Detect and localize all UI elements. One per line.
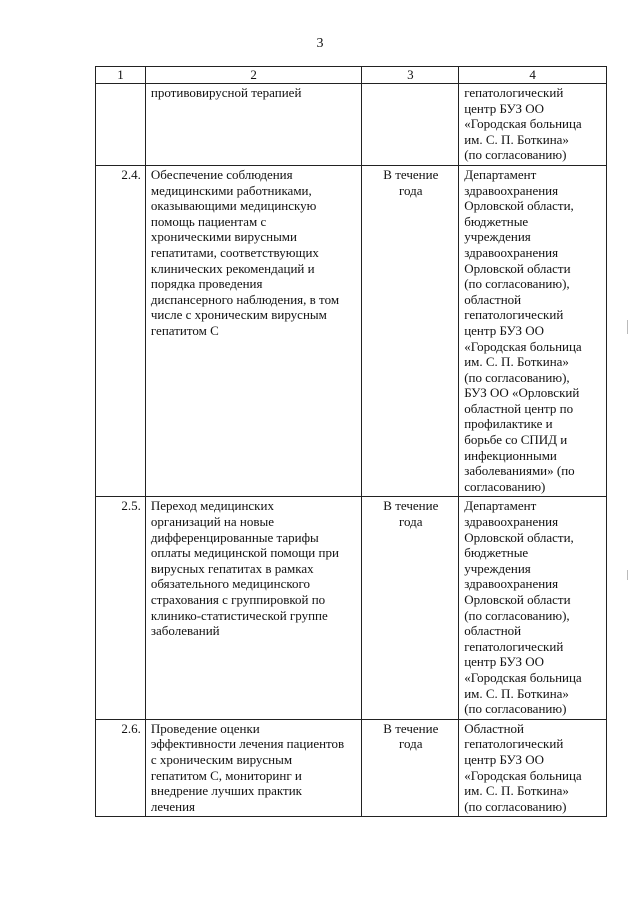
table-row bbox=[96, 497, 607, 719]
row-term: В течение года bbox=[362, 497, 459, 719]
header-col-1: 1 bbox=[96, 67, 146, 84]
row-term: В течение года bbox=[362, 719, 459, 817]
header-col-4: 4 bbox=[459, 67, 607, 84]
row-number: 2.6. bbox=[96, 719, 146, 817]
row-number: 2.5. bbox=[96, 497, 146, 719]
header-col-2: 2 bbox=[145, 67, 362, 84]
table-row bbox=[96, 165, 607, 496]
scan-artifact-mark bbox=[627, 320, 628, 334]
row-action: противовирусной терапией bbox=[145, 84, 362, 166]
row-action: Проведение оценки эффективности лечения пациентов с хроническим вирусным гепатитом С, мониторинг и внедрение лучших практик лечения bbox=[145, 719, 362, 817]
row-term bbox=[362, 84, 459, 166]
table-header-row bbox=[96, 67, 607, 84]
row-executor: Департамент здравоохранения Орловской области, бюджетные учреждения здравоохранения Орловской области (по согласованию), областной гепатологический центр БУЗ ОО «Городская больница им. С. П. Боткина» (по согласованию) bbox=[459, 497, 607, 719]
row-action: Переход медицинских организаций на новые дифференцированные тарифы оплаты медицинской помощи при вирусных гепатитах в рамках обязательного медицинского страхования с группировкой по клинико-статистической группе заболеваний bbox=[145, 497, 362, 719]
row-executor: Областной гепатологический центр БУЗ ОО «Городская больница им. С. П. Боткина» (по согласованию) bbox=[459, 719, 607, 817]
table-row bbox=[96, 84, 607, 166]
table-row bbox=[96, 719, 607, 817]
page-number: 3 bbox=[316, 36, 324, 51]
row-action: Обеспечение соблюдения медицинскими работниками, оказывающими медицинскую помощь пациентам с хроническими вирусными гепатитами, соответствующих клинических рекомендаций и порядка проведения диспансерного наблюдения, в том числе с хроническим вирусным гепатитом С bbox=[145, 165, 362, 496]
header-col-3: 3 bbox=[362, 67, 459, 84]
row-executor: Департамент здравоохранения Орловской области, бюджетные учреждения здравоохранения Орловской области (по согласованию), областной гепатологический центр БУЗ ОО «Городская больница им. С. П. Боткина» (по согласованию), БУЗ ОО «Орловский областной центр по профилактике и борьбе со СПИД и инфекционными заболеваниями» (по согласованию) bbox=[459, 165, 607, 496]
row-number bbox=[96, 84, 146, 166]
plan-table bbox=[95, 66, 607, 817]
row-number: 2.4. bbox=[96, 165, 146, 496]
row-term: В течение года bbox=[362, 165, 459, 496]
row-executor: гепатологический центр БУЗ ОО «Городская больница им. С. П. Боткина» (по согласованию) bbox=[459, 84, 607, 166]
scan-artifact-mark bbox=[627, 570, 628, 580]
